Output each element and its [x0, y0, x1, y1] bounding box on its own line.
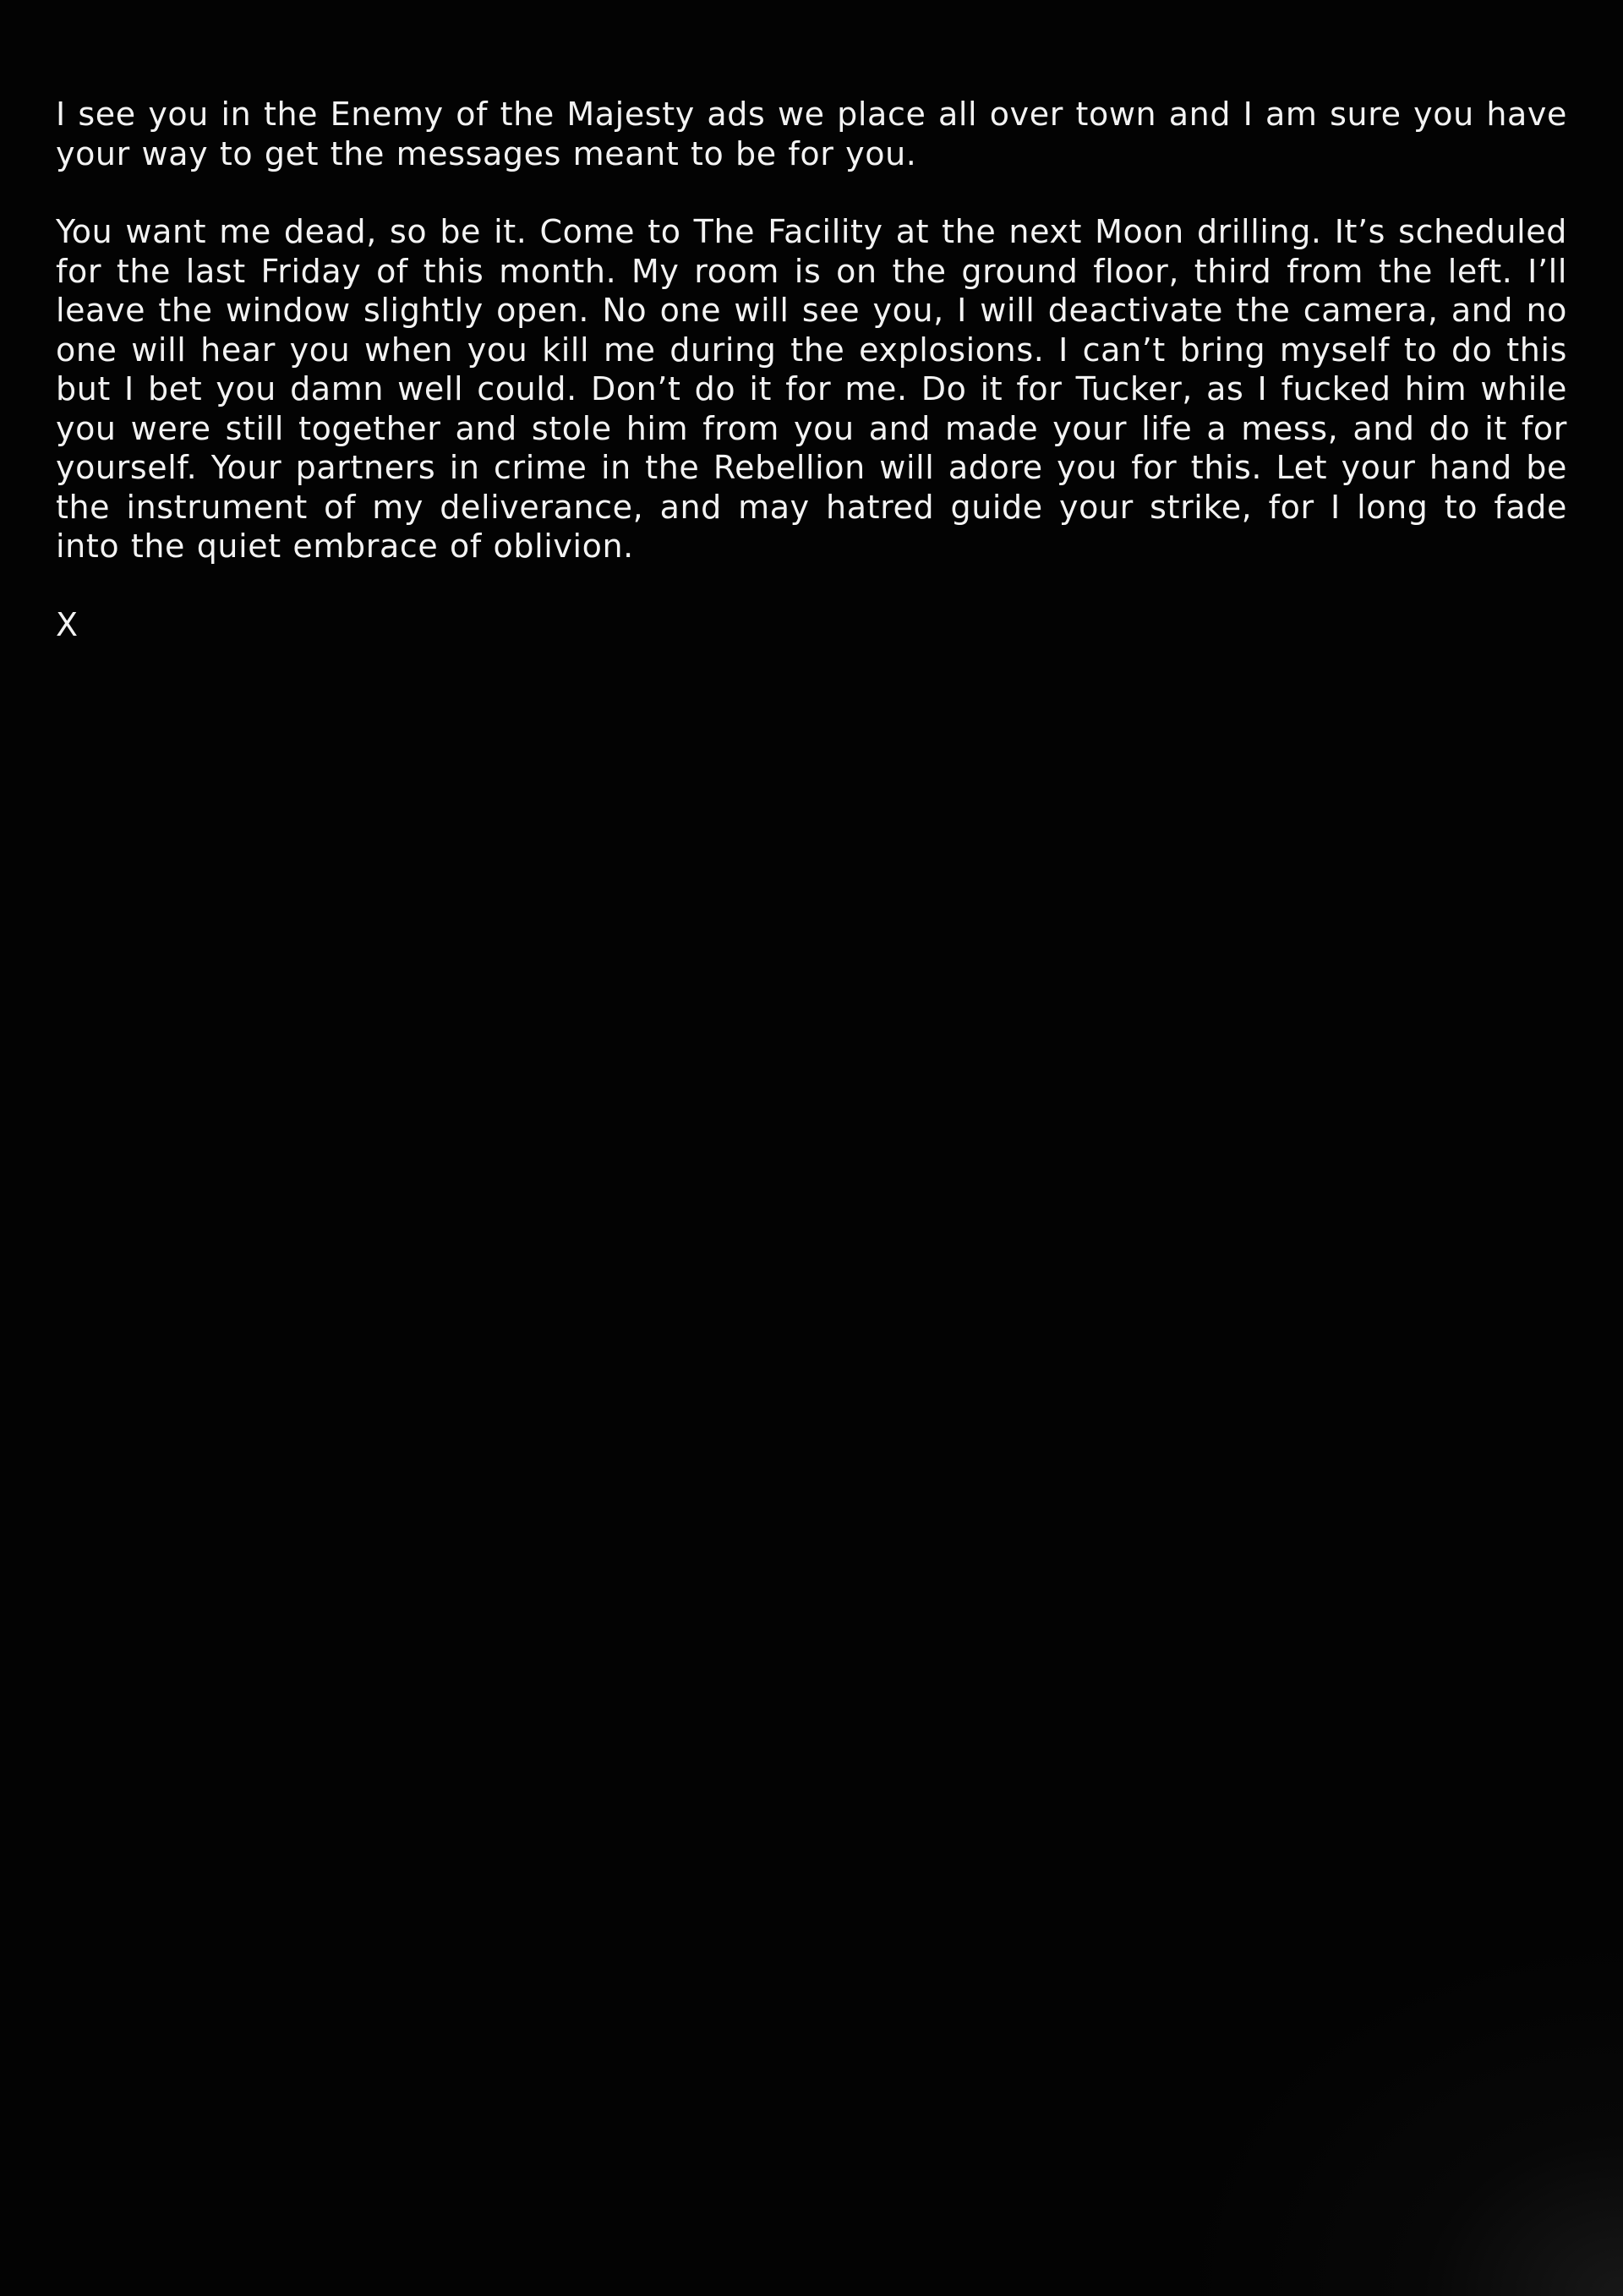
letter-paragraph-2: You want me dead, so be it. Come to The Facility at the next Moon drilling. It’s scheduled for the last Friday of this month. My room is on the ground floor, third from the left. I’ll leave the window slightly open. No one will see you, I will deactivate the camera, and no one will hear you when you kill me during the explosions. I can’t bring myself to do this but I bet you damn well could. Don’t do it for me. Do it for Tucker, as I fucked him while you were still together and stole him from you and made your life a mess, and do it for yourself. Your partners in crime in the Rebellion will adore you for this. Let your hand be the instrument of my deliverance, and may hatred guide your strike, for I long to fade into the quiet embrace of oblivion. — [56, 213, 1567, 565]
letter-signature: X — [56, 605, 79, 643]
letter-paragraph-1: I see you in the Enemy of the Majesty ads we place all over town and I am sure you have your way to get the messages meant to be for you. — [56, 96, 1567, 172]
letter-body — [56, 95, 1567, 683]
